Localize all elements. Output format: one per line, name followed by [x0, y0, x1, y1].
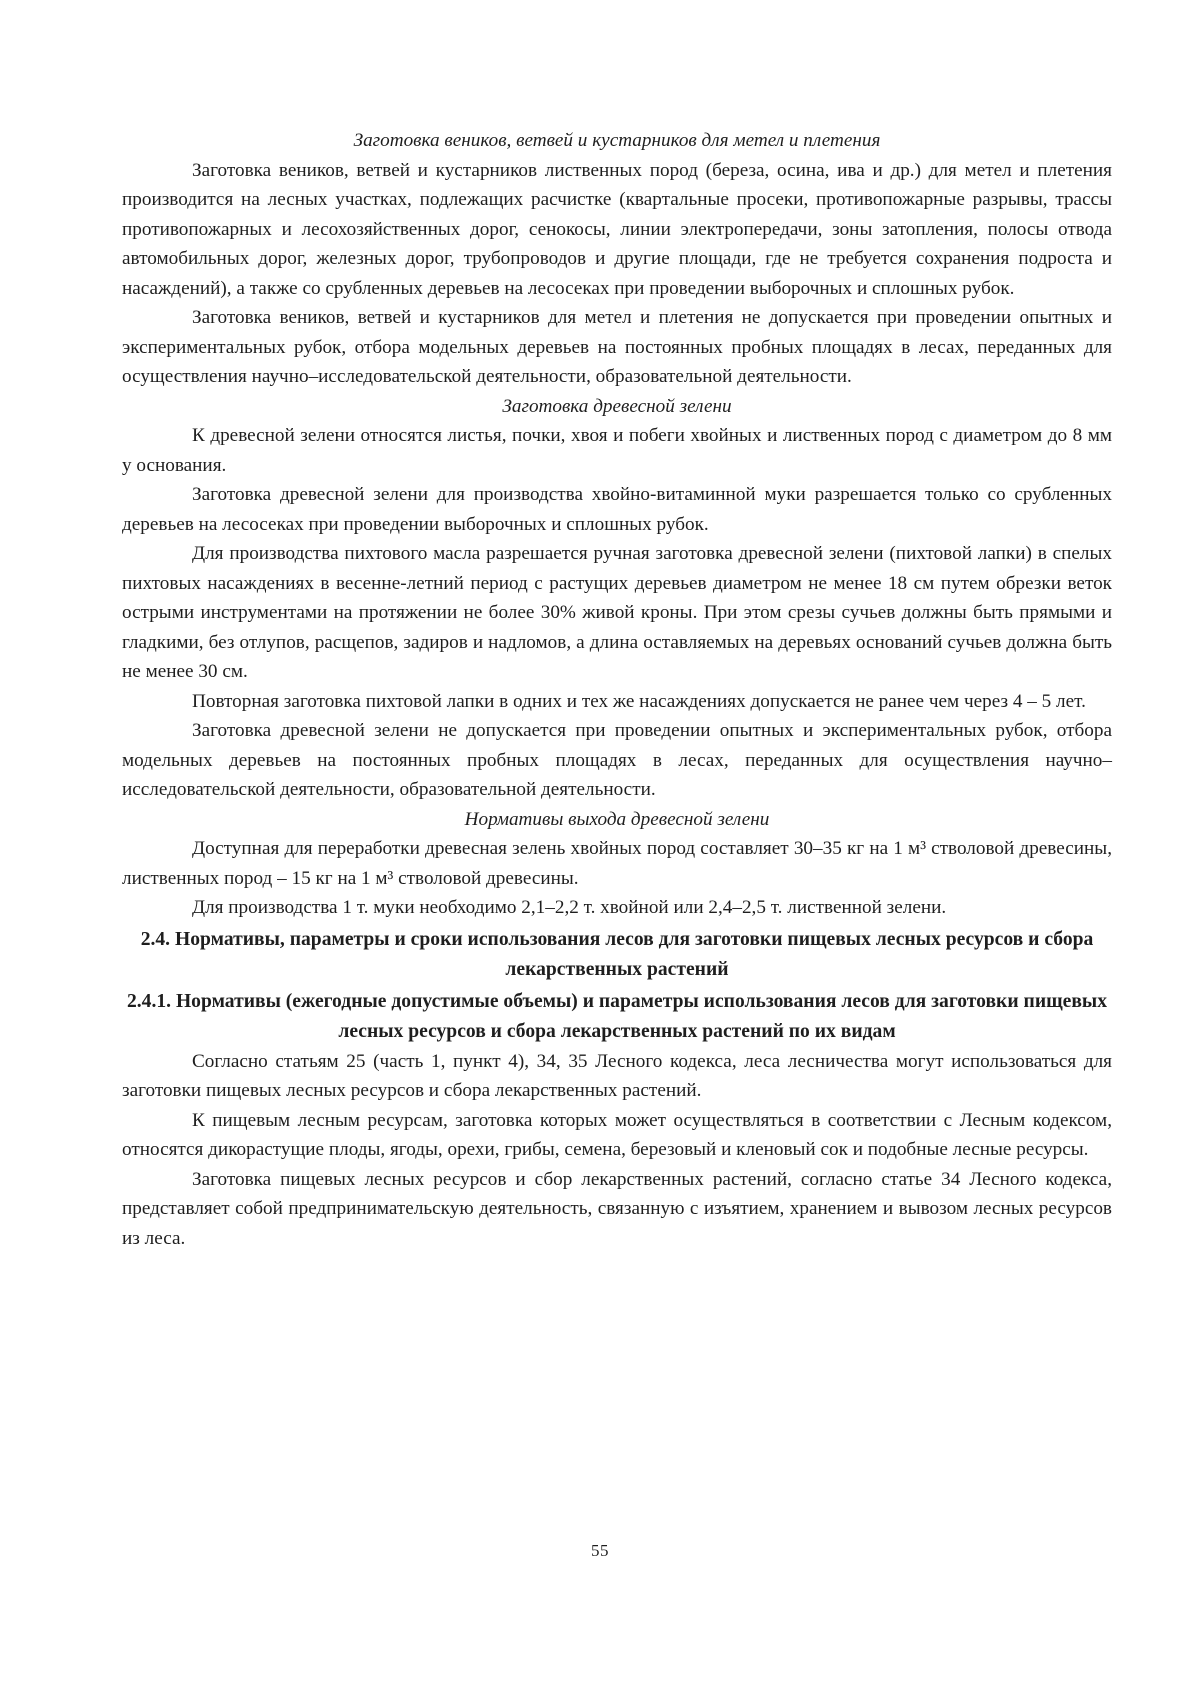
- paragraph-available-greenery: Доступная для переработки древесная зелень хвойных пород составляет 30–35 кг на 1 м³ стволовой древесины, лиственных пород – 15 кг на 1 м³ стволовой древесины.: [122, 838, 1112, 889]
- subheading-brooms: Заготовка веников, ветвей и кустарников для метел и плетения: [353, 130, 881, 151]
- paragraph-brooms-prohibition: Заготовка веников, ветвей и кустарников для метел и плетения не допускается при проведении опытных и экспериментальных рубок, отбора модельных деревьев на постоянных пробных площадях в лесах, переданных для осуществления научно–исследовательской деятельности, образовательной деятельности.: [122, 307, 1112, 387]
- page-content: [122, 126, 1112, 1253]
- subheading-greenery-norms: Нормативы выхода древесной зелени: [464, 808, 770, 830]
- paragraph-brooms-procurement: Заготовка веников, ветвей и кустарников лиственных пород (береза, осина, ива и др.) для метел и плетения производится на лесных участках, подлежащих расчистке (квартальные просеки, противопожарные разрывы, трассы противопожарных и лесохозяйственных дорог, сенокосы, линии электропередачи, зоны затопления, полосы отвода автомобильных дорог, железных дорог, трубопроводов и другие площади, где не требуется сохранения подроста и насаждений), а также со срубленных деревьев на лесосеках при проведении выборочных и сплошных рубок.: [122, 159, 1112, 299]
- subheading-greenery: Заготовка древесной зелени: [502, 395, 732, 417]
- paragraph-greenery-definition: К древесной зелени относятся листья, почки, хвоя и побеги хвойных и лиственных пород с диаметром до 8 мм у основания.: [122, 425, 1112, 476]
- paragraph-food-resources: К пищевым лесным ресурсам, заготовка которых может осуществляться в соответствии с Лесным кодексом, относятся дикорастущие плоды, ягоды, орехи, грибы, семена, березовый и кленовый сок и подобные лесные ресурсы.: [122, 1109, 1112, 1160]
- paragraph-repeat-harvest: Повторная заготовка пихтовой лапки в одних и тех же насаждениях допускается не ранее чем через 4 – 5 лет.: [192, 690, 1086, 712]
- paragraph-vitamin-flour: Заготовка древесной зелени для производства хвойно-витаминной муки разрешается только со срубленных деревьев на лесосеках при проведении выборочных и сплошных рубок.: [122, 484, 1112, 535]
- paragraph-greenery-prohibition: Заготовка древесной зелени не допускается при проведении опытных и экспериментальных рубок, отбора модельных деревьев на постоянных пробных площадях в лесах, переданных для осуществления научно–исследовательской деятельности, образовательной деятельности.: [122, 720, 1112, 800]
- section-heading-2-4: 2.4. Нормативы, параметры и сроки использования лесов для заготовки пищевых лесных ресурсов и сбора лекарственных растений: [140, 928, 1094, 980]
- paragraph-entrepreneurship: Заготовка пищевых лесных ресурсов и сбор лекарственных растений, согласно статье 34 Лесного кодекса, представляет собой предпринимательскую деятельность, связанную с изъятием, хранением и вывозом лесных ресурсов из леса.: [122, 1168, 1112, 1249]
- paragraph-flour-production: Для производства 1 т. муки необходимо 2,1–2,2 т. хвойной или 2,4–2,5 т. лиственной зелени.: [192, 897, 947, 918]
- paragraph-fir-oil: Для производства пихтового масла разрешается ручная заготовка древесной зелени (пихтовой лапки) в спелых пихтовых насаждениях в весенне-летний период с растущих деревьев диаметром не менее 18 см путем обрезки веток острыми инструментами на протяжении не более 30% живой кроны. При этом срезы сучьев должны быть прямыми и гладкими, без отлупов, расщепов, задиров и надломов, а длина оставляемых на деревьях оснований сучьев должна быть не менее 30 см.: [122, 543, 1112, 682]
- paragraph-forest-code-articles: Согласно статьям 25 (часть 1, пункт 4), 34, 35 Лесного кодекса, леса лесничества могут использоваться для заготовки пищевых лесных ресурсов и сбора лекарственных растений.: [122, 1050, 1112, 1101]
- section-heading-2-4-1: 2.4.1. Нормативы (ежегодные допустимые объемы) и параметры использования лесов для заготовки пищевых лесных ресурсов и сбора лекарственных растений по их видам: [126, 990, 1108, 1042]
- page-number: 55: [591, 1541, 609, 1560]
